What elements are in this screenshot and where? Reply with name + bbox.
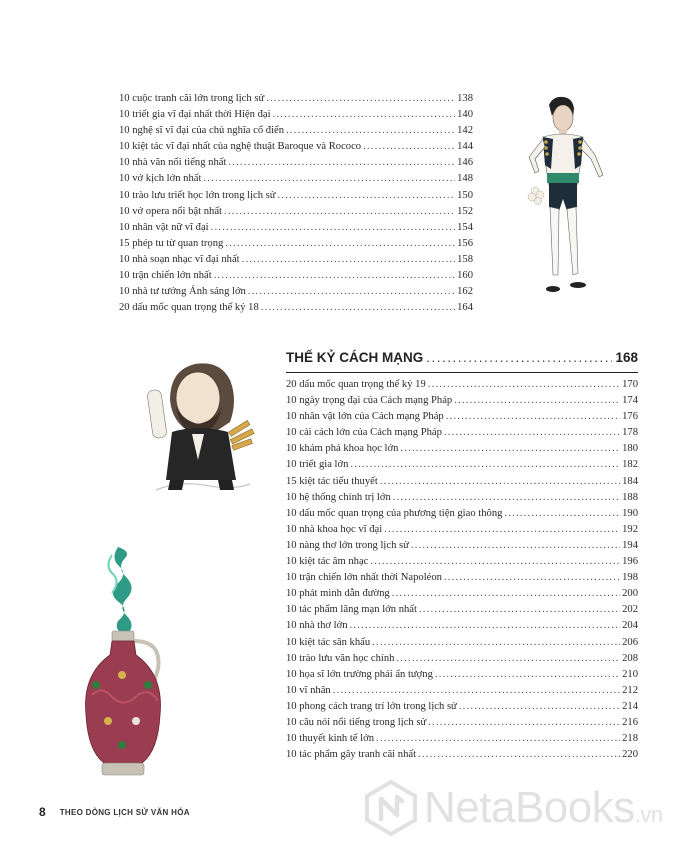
watermark-suffix: .vn	[634, 802, 663, 827]
toc-list-top	[119, 91, 473, 316]
toc-entry-title: 10 nhân vật nữ vĩ đại	[119, 221, 209, 233]
toc-entry-page: 196	[622, 556, 638, 568]
toc-entry	[119, 204, 473, 220]
toc-entry-page: 218	[622, 733, 638, 745]
toc-entry	[119, 139, 473, 155]
toc-entry-title: 10 triết gia lớn	[286, 459, 349, 471]
toc-entry-title: 10 vĩ nhân	[286, 684, 331, 696]
toc-entry-page: 214	[622, 700, 638, 712]
toc-entry-title: 10 nhà văn nổi tiếng nhất	[119, 157, 227, 169]
dancer-left-stocking	[550, 207, 559, 275]
toc-leader-dots	[225, 236, 455, 252]
toc-entry	[286, 618, 638, 634]
toc-entry-page: 140	[457, 109, 473, 121]
toc-entry-title: 10 cuộc tranh cãi lớn trong lịch sử	[119, 93, 265, 104]
toc-entry	[119, 284, 473, 300]
toc-entry	[286, 651, 638, 667]
toc-entry-title: 10 khám phá khoa học lớn	[286, 443, 399, 455]
caricature-scroll	[147, 389, 168, 438]
toc-entry	[286, 474, 638, 490]
toc-entry	[119, 171, 473, 187]
toc-leader-dots	[396, 651, 620, 667]
section-leader-dots	[426, 350, 612, 365]
toc-entry-page: 160	[457, 270, 473, 282]
toc-entry-page: 158	[457, 253, 473, 265]
vase-green-flame	[113, 547, 132, 633]
toc-entry-title: 10 vở kịch lớn nhất	[119, 173, 202, 185]
toc-entry	[286, 441, 638, 457]
caricature-left-leg	[168, 480, 184, 490]
toc-leader-dots	[333, 683, 620, 699]
toc-entry-page: 212	[622, 684, 638, 696]
toc-entry	[286, 457, 638, 473]
toc-entry-page: 184	[622, 475, 638, 487]
netabooks-logo-icon	[362, 779, 420, 837]
toc-entry	[286, 377, 638, 393]
toc-entry-page: 152	[457, 205, 473, 217]
toc-entry-page: 154	[457, 221, 473, 233]
toc-leader-dots	[428, 715, 620, 731]
toc-entry	[119, 268, 473, 284]
dancer-head	[553, 105, 573, 131]
watermark	[362, 776, 694, 840]
toc-entry	[286, 554, 638, 570]
toc-entry	[119, 107, 473, 123]
page-number: 8	[39, 805, 46, 819]
section-title: THẾ KỶ CÁCH MẠNG	[286, 350, 424, 365]
toc-entry-page: 144	[457, 141, 473, 153]
page-footer	[39, 804, 190, 820]
toc-entry-title: 10 kiệt tác sân khấu	[286, 636, 371, 648]
toc-leader-dots	[418, 747, 620, 763]
dancer-breeches	[549, 183, 577, 211]
toc-leader-dots	[384, 522, 620, 538]
toc-entry-title: 10 phong cách trang trí lớn trong lịch sử	[286, 700, 457, 712]
toc-leader-dots	[444, 425, 620, 441]
toc-leader-dots	[242, 252, 455, 268]
toc-entry	[286, 683, 638, 699]
toc-leader-dots	[444, 570, 620, 586]
toc-entry-page: 198	[622, 572, 638, 584]
toc-entry-page: 180	[622, 443, 638, 455]
dancer-right-arm	[581, 139, 603, 177]
toc-entry-page: 194	[622, 539, 638, 551]
toc-leader-dots	[211, 220, 456, 236]
toc-entry-title: 10 ngày trọng đại của Cách mạng Pháp	[286, 395, 453, 407]
toc-entry	[286, 731, 638, 747]
toc-entry	[286, 586, 638, 602]
toc-leader-dots	[411, 538, 620, 554]
toc-entry	[286, 747, 638, 763]
running-title: THEO DÒNG LỊCH SỬ VĂN HÓA	[59, 807, 190, 817]
toc-leader-dots	[350, 457, 620, 473]
toc-entry-title: 15 kiệt tác tiểu thuyết	[286, 475, 378, 487]
toc-leader-dots	[261, 300, 455, 316]
toc-entry-title: 10 tác phẩm gây tranh cãi nhất	[286, 749, 417, 761]
toc-entry	[286, 715, 638, 731]
watermark-text	[424, 783, 663, 833]
caricature-brushes	[229, 420, 254, 450]
toc-entry	[286, 635, 638, 651]
toc-entry-title: 10 cải cách lớn của Cách mạng Pháp	[286, 427, 442, 439]
toc-entry-page: 202	[622, 604, 638, 616]
toc-leader-dots	[459, 699, 620, 715]
toc-entry	[286, 506, 638, 522]
toc-entry	[119, 300, 473, 316]
toc-entry-page: 216	[622, 716, 638, 728]
watermark-brand: NetaBooks	[424, 783, 635, 832]
toc-leader-dots	[419, 602, 620, 618]
toc-entry	[119, 91, 473, 107]
toc-leader-dots	[446, 409, 620, 425]
toc-entry-title: 10 nghệ sĩ vĩ đại của chủ nghĩa cổ điển	[119, 125, 285, 137]
toc-leader-dots	[380, 474, 620, 490]
toc-entry-title: 10 kiệt tác âm nhạc	[286, 556, 369, 568]
toc-entry	[119, 220, 473, 236]
toc-entry-title: 10 dấu mốc quan trọng của phương tiện giao thông	[286, 507, 503, 519]
toc-entry-title: 10 nhà soạn nhạc vĩ đại nhất	[119, 253, 240, 265]
toc-entry	[119, 252, 473, 268]
toc-leader-dots	[286, 123, 455, 139]
toc-entry	[286, 667, 638, 683]
toc-entry-title: 10 nàng thơ lớn trong lịch sử	[286, 539, 409, 551]
toc-entry	[119, 188, 473, 204]
toc-leader-dots	[363, 139, 455, 155]
toc-list-section	[286, 377, 638, 763]
toc-entry	[119, 155, 473, 171]
toc-entry	[286, 425, 638, 441]
toc-entry-title: 15 phép tu từ quan trọng	[119, 237, 224, 249]
toc-leader-dots	[370, 554, 620, 570]
toc-leader-dots	[435, 667, 620, 683]
dancer-left-shoe	[546, 286, 560, 292]
toc-entry-title: 10 hệ thống chính trị lớn	[286, 491, 391, 503]
toc-leader-dots	[504, 506, 620, 522]
toc-leader-dots	[428, 377, 620, 393]
toc-entry-page: 150	[457, 189, 473, 201]
vase-illustration	[72, 545, 172, 780]
toc-entry-page: 210	[622, 668, 638, 680]
toc-entry-title: 10 nhà tư tưởng Ánh sáng lớn	[119, 286, 246, 298]
dancer-right-stocking	[567, 207, 578, 275]
toc-leader-dots	[224, 204, 455, 220]
toc-entry-page: 164	[457, 302, 473, 314]
toc-entry-page: 178	[622, 427, 638, 439]
toc-leader-dots	[203, 171, 455, 187]
toc-leader-dots	[372, 635, 620, 651]
toc-entry	[286, 570, 638, 586]
dancer-flower-bunch	[528, 187, 544, 205]
toc-entry-title: 10 triết gia vĩ đại nhất thời Hiện đại	[119, 109, 271, 121]
toc-entry	[286, 490, 638, 506]
toc-entry-title: 10 trào lưu triết học lớn trong lịch sử	[119, 189, 276, 201]
toc-entry-page: 208	[622, 652, 638, 664]
toc-entry-title: 20 dấu mốc quan trọng thế kỷ 19	[286, 379, 426, 390]
toc-entry-page: 170	[622, 379, 638, 390]
toc-entry-page: 220	[622, 749, 638, 761]
toc-entry	[286, 602, 638, 618]
toc-entry-page: 174	[622, 395, 638, 407]
toc-leader-dots	[376, 731, 620, 747]
toc-entry-page: 192	[622, 523, 638, 535]
toc-leader-dots	[278, 188, 456, 204]
toc-leader-dots	[392, 586, 620, 602]
caricature-right-leg	[218, 480, 234, 490]
dancer-illustration	[515, 95, 610, 305]
dancer-left-arm	[529, 139, 545, 173]
toc-entry-title: 10 nhà thơ lớn	[286, 620, 348, 632]
toc-entry-title: 10 câu nói nổi tiếng trong lịch sử	[286, 716, 427, 728]
toc-leader-dots	[393, 490, 620, 506]
toc-entry-title: 10 thuyết kinh tế lớn	[286, 733, 374, 745]
toc-entry-page: 146	[457, 157, 473, 169]
toc-entry-title: 20 dấu mốc quan trọng thế kỷ 18	[119, 302, 259, 314]
toc-leader-dots	[228, 155, 455, 171]
toc-entry	[286, 393, 638, 409]
toc-entry	[286, 409, 638, 425]
toc-entry-page: 176	[622, 411, 638, 423]
toc-entry-title: 10 phát minh dẫn đường	[286, 588, 390, 600]
section-page: 168	[615, 350, 638, 365]
toc-entry-title: 10 trận chiến lớn nhất thời Napoléon	[286, 572, 442, 584]
toc-entry	[286, 538, 638, 554]
toc-entry-page: 156	[457, 237, 473, 249]
dancer-right-shoe	[570, 282, 586, 288]
toc-leader-dots	[350, 618, 621, 634]
toc-entry	[286, 699, 638, 715]
section-heading	[286, 350, 638, 373]
toc-entry-page: 190	[622, 507, 638, 519]
toc-leader-dots	[248, 284, 455, 300]
vase-stopper-ring	[112, 631, 134, 641]
toc-leader-dots	[454, 393, 620, 409]
toc-entry-page: 162	[457, 286, 473, 298]
toc-leader-dots	[214, 268, 455, 284]
toc-entry-page: 188	[622, 491, 638, 503]
toc-entry-page: 182	[622, 459, 638, 471]
toc-entry-title: 10 trào lưu văn học chính	[286, 652, 395, 664]
toc-leader-dots	[266, 91, 455, 107]
toc-leader-dots	[400, 441, 620, 457]
toc-entry-page: 148	[457, 173, 473, 185]
toc-entry	[119, 123, 473, 139]
toc-entry-title: 10 họa sĩ lớn trường phái ấn tượng	[286, 668, 433, 680]
toc-entry	[286, 522, 638, 538]
toc-entry-title: 10 kiệt tác vĩ đại nhất của nghệ thuật Baroque và Rococo	[119, 141, 362, 153]
toc-entry-page: 138	[457, 93, 473, 104]
toc-entry-page: 142	[457, 125, 473, 137]
toc-entry-page: 204	[622, 620, 638, 632]
toc-entry-title: 10 tác phẩm lãng mạn lớn nhất	[286, 604, 417, 616]
toc-leader-dots	[273, 107, 456, 123]
toc-entry	[119, 236, 473, 252]
toc-entry-page: 200	[622, 588, 638, 600]
toc-entry-title: 10 vở opera nổi bật nhất	[119, 205, 222, 217]
toc-entry-page: 206	[622, 636, 638, 648]
toc-entry-title: 10 nhân vật lớn của Cách mạng Pháp	[286, 411, 444, 423]
toc-entry-title: 10 nhà khoa học vĩ đại	[286, 523, 383, 535]
toc-entry-title: 10 trận chiến lớn nhất	[119, 270, 212, 282]
dancer-sash	[547, 173, 579, 183]
vase-base	[102, 763, 144, 775]
caricature-illustration	[140, 340, 265, 495]
